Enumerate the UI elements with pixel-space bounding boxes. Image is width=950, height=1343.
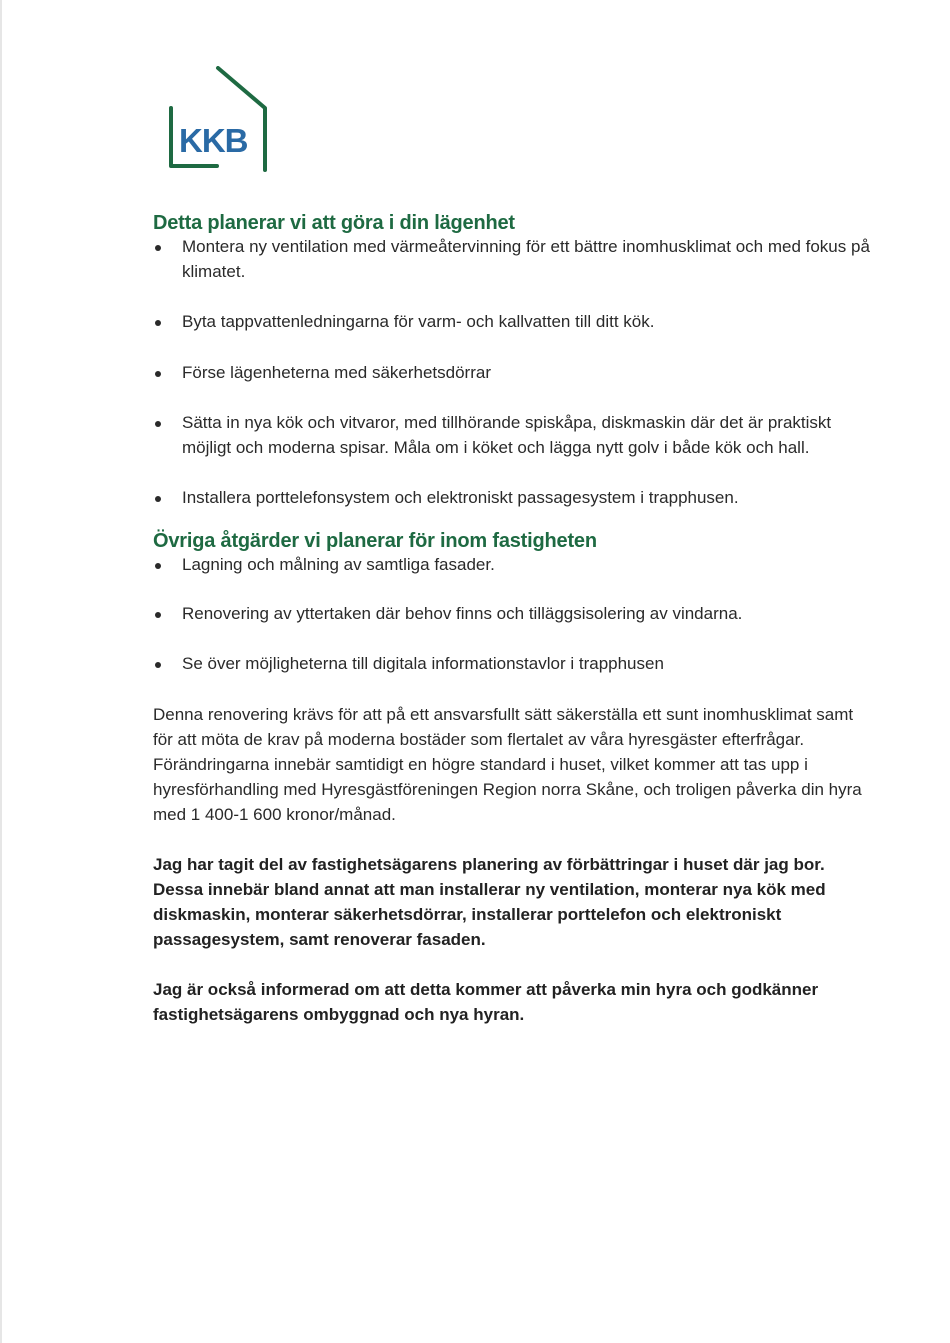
list-item: Installera porttelefonsystem och elektroniskt passagesystem i trapphusen.	[153, 486, 873, 511]
renovation-explanation-paragraph: Denna renovering krävs för att på ett ansvarsfullt sätt säkerställa ett sunt inomhusklimat samt för att möta de krav på moderna bostäder som flertalet av våra hyresgäster efterfrågar. Förändringarna innebär samtidigt en högre standard i huset, vilket kommer att tas upp i hyresförhandling med Hyresgästföreningen Region norra Skåne, och troligen påverka din hyra med 1 400-1 600 kronor/månad.	[153, 705, 862, 824]
bullet-icon	[155, 371, 161, 377]
property-measures-list	[153, 553, 873, 677]
apartment-plans-list	[153, 235, 873, 511]
list-item: Renovering av yttertaken där behov finns och tilläggsisolering av vindarna.	[153, 602, 873, 627]
bullet-icon	[155, 563, 161, 569]
bullet-icon	[155, 245, 161, 251]
bullet-icon	[155, 496, 161, 502]
logo-text: KKB	[179, 122, 248, 159]
bullet-icon	[155, 320, 161, 326]
bullet-icon	[155, 662, 161, 668]
list-item: Förse lägenheterna med säkerhetsdörrar	[153, 361, 873, 386]
document-content	[153, 208, 873, 1027]
list-item: Sätta in nya kök och vitvaror, med tillhörande spiskåpa, diskmaskin där det är praktiskt möjligt och moderna spisar. Måla om i köket och lägga nytt golv i både kök och hall.	[153, 411, 873, 460]
bullet-icon	[155, 421, 161, 427]
list-item: Byta tappvattenledningarna för varm- och kallvatten till ditt kök.	[153, 310, 873, 335]
list-item: Se över möjligheterna till digitala informationstavlor i trapphusen	[153, 652, 873, 677]
tenant-declaration-paragraph: Jag har tagit del av fastighetsägarens planering av förbättringar i huset där jag bor. Dessa innebär bland annat att man installerar ny ventilation, monterar nya kök med diskmaskin, monterar säkerhetsdörrar, installerar porttelefon och elektroniskt passagesystem, samt renoverar fasaden.	[153, 855, 826, 949]
heading-property-measures: Övriga åtgärder vi planerar för inom fastigheten	[153, 529, 597, 552]
list-item: Lagning och målning av samtliga fasader.	[153, 553, 873, 578]
kkb-logo	[165, 66, 270, 174]
heading-apartment-plans: Detta planerar vi att göra i din lägenhet	[153, 212, 515, 234]
page-edge	[0, 0, 2, 1343]
tenant-consent-paragraph: Jag är också informerad om att detta kommer att påverka min hyra och godkänner fastighetsägarens ombyggnad och nya hyran.	[153, 980, 819, 1024]
list-item: Montera ny ventilation med värmeåtervinning för ett bättre inomhusklimat och med fokus på klimatet.	[153, 235, 873, 284]
bullet-icon	[155, 612, 161, 618]
